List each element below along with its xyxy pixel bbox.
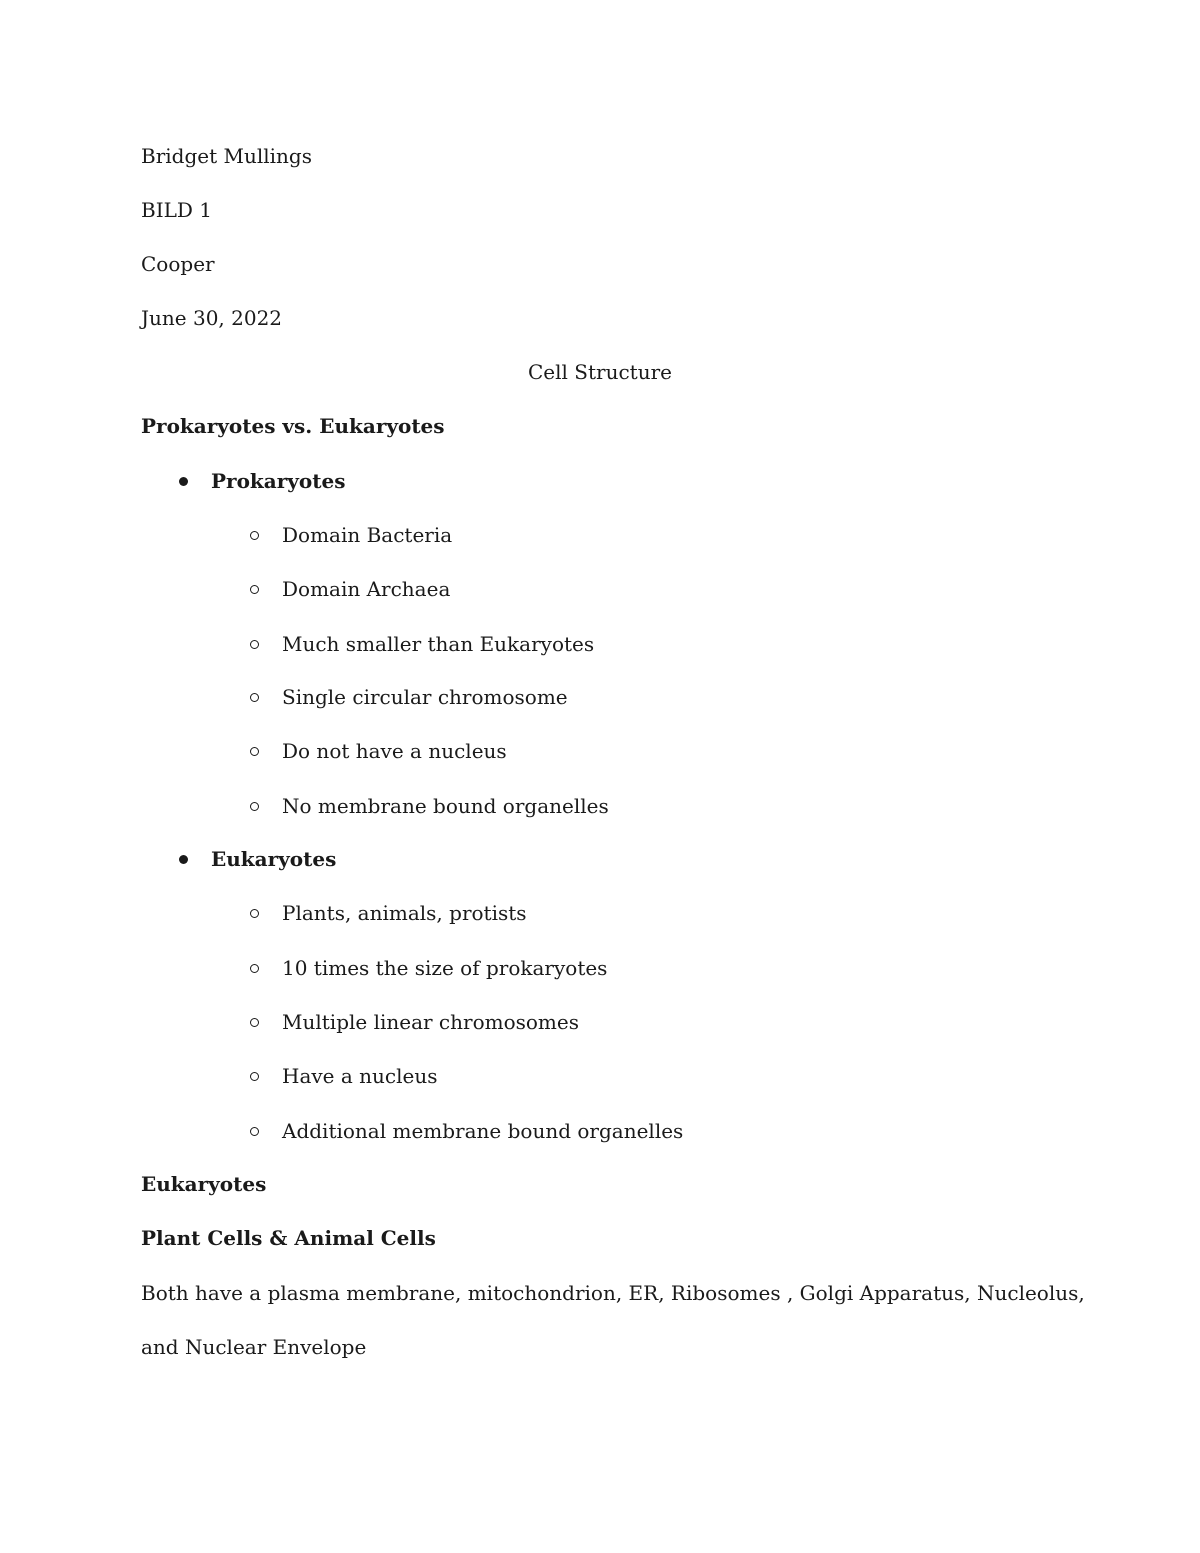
paragraph-line-2: and Nuclear Envelope [141,1335,367,1359]
document-title: Cell Structure [528,360,672,384]
list-item: Do not have a nucleus [282,739,507,763]
filled-bullet-icon [179,855,188,864]
document-date: June 30, 2022 [141,306,283,330]
hollow-bullet-icon [250,747,259,756]
hollow-bullet-icon [250,585,259,594]
list-item: Domain Archaea [282,577,451,601]
hollow-bullet-icon [250,640,259,649]
list-heading-prokaryotes: Prokaryotes [211,469,346,493]
course-name: BILD 1 [141,198,212,222]
filled-bullet-icon [179,477,188,486]
list-item: Have a nucleus [282,1064,438,1088]
section-heading-eukaryotes: Eukaryotes [141,1172,267,1196]
author-name: Bridget Mullings [141,144,312,168]
list-item: No membrane bound organelles [282,794,609,818]
list-item: Single circular chromosome [282,685,568,709]
hollow-bullet-icon [250,531,259,540]
list-item: Plants, animals, protists [282,901,527,925]
hollow-bullet-icon [250,909,259,918]
hollow-bullet-icon [250,1018,259,1027]
list-heading-eukaryotes: Eukaryotes [211,847,337,871]
list-item: Domain Bacteria [282,523,453,547]
instructor-name: Cooper [141,252,215,276]
hollow-bullet-icon [250,964,259,973]
paragraph-line-1: Both have a plasma membrane, mitochondrion, ER, Ribosomes , Golgi Apparatus, Nucleolus, [141,1281,1085,1305]
list-item: Additional membrane bound organelles [282,1119,684,1143]
list-item: 10 times the size of prokaryotes [282,956,608,980]
subheading-plant-animal-cells: Plant Cells & Animal Cells [141,1226,436,1250]
hollow-bullet-icon [250,802,259,811]
section-heading-prokaryotes-vs-eukaryotes: Prokaryotes vs. Eukaryotes [141,414,445,438]
hollow-bullet-icon [250,693,259,702]
hollow-bullet-icon [250,1072,259,1081]
list-item: Much smaller than Eukaryotes [282,632,595,656]
hollow-bullet-icon [250,1127,259,1136]
list-item: Multiple linear chromosomes [282,1010,579,1034]
